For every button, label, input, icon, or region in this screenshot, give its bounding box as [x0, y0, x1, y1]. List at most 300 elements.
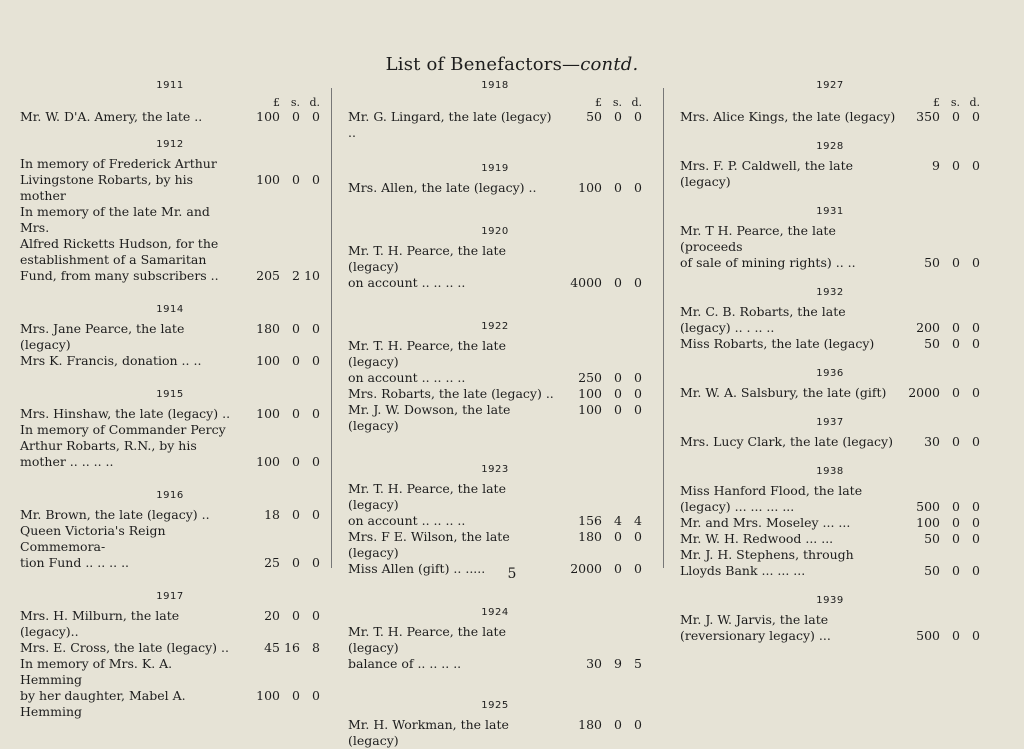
benefactor-description: on account .. .. .. ..	[348, 370, 466, 385]
year-heading: 1927	[816, 80, 844, 91]
amount-pounds: 500	[916, 628, 940, 643]
amount-pounds: 156	[578, 513, 602, 528]
amount-shillings: 0	[952, 563, 960, 578]
benefactor-description: (reversionary legacy) ...	[680, 628, 831, 643]
benefactor-description: Mrs. F. P. Caldwell, the late (legacy)	[680, 158, 854, 189]
amount-shillings	[280, 422, 300, 438]
amount-pounds	[240, 252, 280, 268]
amount-shillings: 0	[952, 385, 960, 400]
amount-pence: 10	[304, 268, 320, 283]
benefactor-entry-line	[348, 529, 642, 561]
benefactor-description: Queen Victoria's Reign Commemora-	[20, 523, 166, 554]
amount-pence	[622, 481, 642, 513]
benefactor-entry-line	[680, 223, 980, 255]
amount-shillings: 0	[614, 529, 622, 544]
amount-pence: 5	[634, 656, 642, 671]
amount-pence: 0	[312, 555, 320, 570]
year-heading: 1938	[816, 466, 844, 477]
amount-pounds: 100	[256, 353, 280, 368]
benefactor-description: Mrs. Robarts, the late (legacy) ..	[348, 386, 554, 401]
benefactor-description: Mr. J. H. Stephens, through	[680, 547, 854, 562]
benefactor-entry-line	[20, 236, 320, 252]
benefactor-entry-line	[20, 252, 320, 268]
benefactor-description: Mrs. H. Milburn, the late (legacy)..	[20, 608, 180, 639]
benefactor-entry-line	[348, 717, 642, 749]
amount-shillings	[280, 656, 300, 688]
amount-pence: 0	[312, 507, 320, 522]
year-heading: 1918	[481, 80, 509, 91]
amount-pounds	[900, 304, 940, 320]
benefactor-entry-line	[680, 158, 980, 190]
benefactor-description: In memory of Mrs. K. A. Hemming	[20, 656, 173, 687]
benefactor-entry-line	[20, 172, 320, 204]
year-heading: 1922	[481, 321, 509, 332]
amount-pounds: 2000	[908, 385, 940, 400]
benefactor-entry-line	[348, 624, 642, 656]
amount-pence	[300, 204, 320, 236]
benefactors-column-1	[20, 78, 320, 720]
amount-shillings	[602, 243, 622, 275]
benefactor-entry-line	[680, 336, 980, 352]
benefactor-entry-line	[348, 275, 642, 291]
currency-spacer	[348, 97, 562, 109]
amount-pounds: 100	[256, 172, 280, 187]
amount-pounds: 100	[256, 406, 280, 421]
amount-pounds: 205	[256, 268, 280, 283]
amount-shillings: 0	[292, 109, 300, 124]
year-heading: 1923	[481, 464, 509, 475]
benefactor-entry-line	[348, 370, 642, 386]
title-contd: contd.	[580, 54, 639, 75]
amount-shillings: 0	[952, 515, 960, 530]
amount-pounds	[240, 656, 280, 688]
page-title	[0, 54, 1024, 75]
column-divider-left	[331, 88, 332, 568]
amount-pence: 0	[972, 158, 980, 173]
amount-shillings: 0	[952, 434, 960, 449]
amount-shillings	[602, 624, 622, 656]
amount-pence	[622, 624, 642, 656]
amount-pence: 0	[312, 688, 320, 703]
amount-pounds: 100	[256, 688, 280, 703]
year-heading: 1931	[816, 206, 844, 217]
benefactor-description: (legacy) ... ... ... ...	[680, 499, 795, 514]
benefactor-description: on account .. .. .. ..	[348, 513, 466, 528]
benefactor-description: Mr. T. H. Pearce, the late (legacy)	[348, 338, 506, 369]
pence-label: d.	[969, 96, 980, 109]
benefactor-description: of sale of mining rights) .. ..	[680, 255, 856, 270]
benefactor-description: Mrs. Hinshaw, the late (legacy) ..	[20, 406, 231, 421]
year-heading: 1919	[481, 163, 509, 174]
benefactor-description: Mr. J. W. Jarvis, the late	[680, 612, 829, 627]
benefactor-description: Mr. C. B. Robarts, the late	[680, 304, 846, 319]
benefactor-entry-line	[20, 204, 320, 236]
amount-pounds	[240, 523, 280, 555]
benefactor-description: (legacy) .. . .. ..	[680, 320, 775, 335]
benefactor-description: Mr. W. D'A. Amery, the late ..	[20, 109, 203, 124]
amount-shillings	[280, 523, 300, 555]
amount-pence: 0	[972, 515, 980, 530]
amount-pence: 0	[634, 386, 642, 401]
amount-pence: 0	[312, 406, 320, 421]
amount-pence: 0	[312, 109, 320, 124]
amount-shillings: 0	[952, 531, 960, 546]
amount-shillings: 0	[614, 386, 622, 401]
pence-label: d.	[309, 96, 320, 109]
amount-pounds	[562, 481, 602, 513]
amount-shillings: 0	[292, 608, 300, 623]
benefactor-entry-line	[20, 640, 320, 656]
amount-pence: 4	[634, 513, 642, 528]
amount-pence	[300, 252, 320, 268]
amount-shillings: 0	[292, 321, 300, 336]
year-heading: 1914	[156, 304, 184, 315]
benefactor-description: Mrs. Jane Pearce, the late (legacy)	[20, 321, 185, 352]
benefactor-entry-line	[348, 243, 642, 275]
benefactor-description: Mr. Brown, the late (legacy) ..	[20, 507, 210, 522]
benefactor-entry-line	[680, 434, 980, 450]
currency-spacer	[680, 97, 900, 109]
amount-shillings	[280, 438, 300, 454]
benefactors-column-2	[348, 78, 642, 749]
amount-pounds	[240, 236, 280, 252]
amount-pounds: 250	[578, 370, 602, 385]
amount-pounds: 100	[578, 402, 602, 417]
year-heading: 1911	[156, 80, 184, 91]
amount-shillings: 0	[292, 555, 300, 570]
amount-pounds: 180	[578, 717, 602, 732]
amount-pounds: 20	[264, 608, 280, 623]
benefactor-description: Miss Robarts, the late (legacy)	[680, 336, 875, 351]
benefactor-description: Mrs. Lucy Clark, the late (legacy)	[680, 434, 893, 449]
benefactor-entry-line	[680, 320, 980, 336]
benefactor-description: Mr. H. Workman, the late (legacy)	[348, 717, 509, 748]
amount-shillings: 0	[614, 109, 622, 124]
amount-pence	[300, 523, 320, 555]
amount-pence	[960, 483, 980, 499]
amount-pence	[622, 243, 642, 275]
amount-pence: 0	[634, 180, 642, 195]
currency-header	[20, 97, 320, 109]
benefactor-description: Miss Hanford Flood, the late	[680, 483, 863, 498]
benefactor-entry-line	[680, 483, 980, 499]
benefactor-entry-line	[20, 438, 320, 454]
amount-pounds	[900, 612, 940, 628]
benefactor-description: balance of .. .. .. ..	[348, 656, 462, 671]
amount-pounds: 30	[586, 656, 602, 671]
benefactor-description: on account .. .. .. ..	[348, 275, 466, 290]
benefactor-description: In memory of the late Mr. and Mrs.	[20, 204, 210, 235]
amount-pence: 0	[972, 628, 980, 643]
benefactor-description: Mr. T H. Pearce, the late (proceeds	[680, 223, 836, 254]
amount-shillings	[940, 547, 960, 563]
year-heading: 1917	[156, 591, 184, 602]
amount-pounds	[562, 338, 602, 370]
benefactor-entry-line	[680, 304, 980, 320]
year-heading: 1937	[816, 417, 844, 428]
benefactor-entry-line	[680, 515, 980, 531]
benefactor-description: Mrs K. Francis, donation .. ..	[20, 353, 202, 368]
amount-pounds	[240, 438, 280, 454]
year-heading: 1920	[481, 226, 509, 237]
amount-shillings: 0	[614, 717, 622, 732]
amount-pounds: 9	[932, 158, 940, 173]
benefactor-description: Mrs. Alice Kings, the late (legacy)	[680, 109, 896, 124]
amount-pence: 0	[972, 385, 980, 400]
pounds-label: £	[273, 96, 280, 109]
amount-pence	[300, 438, 320, 454]
pounds-label: £	[595, 96, 602, 109]
benefactor-entry-line	[20, 268, 320, 284]
amount-shillings	[280, 252, 300, 268]
year-heading: 1912	[156, 139, 184, 150]
benefactor-entry-line	[20, 688, 320, 720]
benefactor-entry-line	[20, 321, 320, 353]
benefactor-description: Lloyds Bank ... ... ...	[680, 563, 806, 578]
amount-pounds: 180	[256, 321, 280, 336]
column-divider-right	[663, 88, 664, 568]
benefactor-description: Mrs. F E. Wilson, the late (legacy)	[348, 529, 510, 560]
amount-pounds: 200	[916, 320, 940, 335]
currency-spacer	[20, 97, 240, 109]
amount-shillings	[280, 236, 300, 252]
amount-pounds: 50	[924, 255, 940, 270]
amount-shillings: 0	[292, 507, 300, 522]
year-heading: 1932	[816, 287, 844, 298]
amount-shillings: 0	[614, 402, 622, 417]
amount-shillings: 0	[614, 180, 622, 195]
amount-pounds: 180	[578, 529, 602, 544]
amount-pounds	[240, 204, 280, 236]
amount-shillings: 16	[284, 640, 300, 655]
benefactor-entry-line	[348, 513, 642, 529]
year-heading: 1915	[156, 389, 184, 400]
pounds-label: £	[933, 96, 940, 109]
amount-shillings: 0	[952, 499, 960, 514]
amount-pence	[300, 656, 320, 688]
amount-shillings: 0	[952, 109, 960, 124]
benefactor-entry-line	[348, 338, 642, 370]
amount-pence	[622, 338, 642, 370]
amount-pence: 0	[634, 529, 642, 544]
benefactor-entry-line	[348, 109, 642, 141]
benefactor-description: Mr. J. W. Dowson, the late (legacy)	[348, 402, 511, 433]
benefactor-description: Mr. and Mrs. Moseley ... ...	[680, 515, 851, 530]
benefactor-entry-line	[348, 386, 642, 402]
amount-pounds: 30	[924, 434, 940, 449]
benefactors-column-3	[680, 78, 980, 644]
year-heading: 1936	[816, 368, 844, 379]
benefactor-description: Mr. W. H. Redwood ... ...	[680, 531, 834, 546]
shillings-label: s.	[612, 96, 622, 109]
amount-shillings: 0	[952, 158, 960, 173]
amount-shillings: 0	[292, 353, 300, 368]
benefactor-description: Mr. T. H. Pearce, the late (legacy)	[348, 481, 506, 512]
benefactor-entry-line	[20, 109, 320, 125]
benefactor-entry-line	[20, 523, 320, 555]
amount-pence: 0	[634, 275, 642, 290]
benefactor-description: Mr. T. H. Pearce, the late (legacy)	[348, 624, 506, 655]
benefactor-description: In memory of Frederick Arthur	[20, 156, 217, 171]
benefactor-description: Mr. W. A. Salsbury, the late (gift)	[680, 385, 887, 400]
benefactor-description: Mrs. Allen, the late (legacy) ..	[348, 180, 537, 195]
amount-pounds: 350	[916, 109, 940, 124]
amount-pounds: 100	[578, 386, 602, 401]
amount-shillings: 0	[614, 561, 622, 576]
amount-pence: 0	[972, 563, 980, 578]
amount-pounds: 100	[256, 109, 280, 124]
amount-pence: 0	[634, 561, 642, 576]
amount-pence: 8	[312, 640, 320, 655]
amount-shillings: 0	[614, 275, 622, 290]
amount-shillings	[280, 156, 300, 172]
amount-pounds	[900, 547, 940, 563]
benefactor-entry-line	[348, 656, 642, 672]
amount-pounds: 50	[924, 531, 940, 546]
amount-pence: 0	[312, 172, 320, 187]
shillings-label: s.	[950, 96, 960, 109]
amount-pounds: 100	[256, 454, 280, 469]
benefactor-entry-line	[20, 656, 320, 688]
benefactor-entry-line	[680, 531, 980, 547]
amount-shillings: 2	[292, 268, 300, 283]
amount-pence: 0	[972, 531, 980, 546]
amount-pounds: 100	[916, 515, 940, 530]
amount-shillings: 0	[292, 406, 300, 421]
amount-shillings: 4	[614, 513, 622, 528]
year-heading: 1916	[156, 490, 184, 501]
benefactor-entry-line	[680, 612, 980, 628]
amount-pence	[960, 547, 980, 563]
amount-pence	[960, 612, 980, 628]
amount-pence: 0	[634, 109, 642, 124]
amount-pounds: 50	[924, 336, 940, 351]
amount-shillings: 0	[952, 320, 960, 335]
year-heading: 1928	[816, 141, 844, 152]
year-heading: 1925	[481, 700, 509, 711]
amount-shillings: 0	[292, 688, 300, 703]
year-heading: 1939	[816, 595, 844, 606]
amount-pounds: 50	[586, 109, 602, 124]
amount-pence: 0	[972, 255, 980, 270]
benefactor-entry-line	[20, 608, 320, 640]
amount-pounds: 25	[264, 555, 280, 570]
benefactor-description: Alfred Ricketts Hudson, for the	[20, 236, 219, 251]
amount-pounds	[240, 422, 280, 438]
benefactor-description: In memory of Commander Percy	[20, 422, 226, 437]
currency-header	[680, 97, 980, 109]
amount-shillings: 0	[952, 336, 960, 351]
amount-pence	[300, 236, 320, 252]
benefactor-entry-line	[20, 454, 320, 470]
amount-shillings: 0	[614, 370, 622, 385]
amount-pence: 0	[972, 109, 980, 124]
benefactor-description: establishment of a Samaritan	[20, 252, 207, 267]
amount-pounds	[562, 624, 602, 656]
amount-pence: 0	[312, 608, 320, 623]
amount-pounds: 45	[264, 640, 280, 655]
benefactor-entry-line	[680, 628, 980, 644]
amount-pounds: 50	[924, 563, 940, 578]
amount-pence: 0	[972, 320, 980, 335]
amount-pence: 0	[634, 370, 642, 385]
benefactor-description: mother .. .. .. ..	[20, 454, 114, 469]
amount-shillings: 9	[614, 656, 622, 671]
amount-shillings: 0	[952, 628, 960, 643]
amount-shillings	[940, 612, 960, 628]
amount-pence	[960, 223, 980, 255]
amount-pence: 0	[312, 353, 320, 368]
benefactor-entry-line	[680, 109, 980, 125]
benefactor-entry-line	[20, 353, 320, 369]
amount-pence	[300, 156, 320, 172]
amount-shillings: 0	[952, 255, 960, 270]
benefactor-entry-line	[348, 481, 642, 513]
amount-pounds	[240, 156, 280, 172]
title-main: List of Benefactors—	[385, 54, 581, 75]
benefactor-entry-line	[680, 499, 980, 515]
amount-pounds: 500	[916, 499, 940, 514]
pence-label: d.	[631, 96, 642, 109]
benefactor-description: tion Fund .. .. .. ..	[20, 555, 130, 570]
benefactor-entry-line	[20, 422, 320, 438]
benefactor-description: Livingstone Robarts, by his mother	[20, 172, 194, 203]
year-heading: 1924	[481, 607, 509, 618]
currency-header	[348, 97, 642, 109]
page-number: 5	[507, 566, 517, 582]
benefactor-entry-line	[680, 255, 980, 271]
benefactor-entry-line	[680, 385, 980, 401]
benefactor-description: by her daughter, Mabel A. Hemming	[20, 688, 186, 719]
amount-shillings: 0	[292, 172, 300, 187]
amount-shillings: 0	[292, 454, 300, 469]
amount-pounds	[900, 483, 940, 499]
amount-shillings	[940, 304, 960, 320]
benefactor-entry-line	[20, 406, 320, 422]
benefactor-entry-line	[348, 180, 642, 196]
amount-shillings	[280, 204, 300, 236]
amount-pence: 0	[972, 434, 980, 449]
amount-pence	[960, 304, 980, 320]
benefactor-entry-line	[680, 547, 980, 563]
amount-pence: 0	[312, 321, 320, 336]
amount-pounds: 18	[264, 507, 280, 522]
benefactor-entry-line	[348, 402, 642, 434]
shillings-label: s.	[290, 96, 300, 109]
amount-pounds	[562, 243, 602, 275]
amount-pence: 0	[972, 336, 980, 351]
amount-pence	[300, 422, 320, 438]
amount-pounds: 4000	[570, 275, 602, 290]
benefactor-description: Mr. G. Lingard, the late (legacy) ..	[348, 109, 552, 140]
benefactor-entry-line	[20, 507, 320, 523]
amount-pence: 0	[972, 499, 980, 514]
amount-pence: 0	[634, 717, 642, 732]
amount-shillings	[940, 223, 960, 255]
benefactor-description: Arthur Robarts, R.N., by his	[20, 438, 197, 453]
amount-shillings	[602, 481, 622, 513]
amount-pounds: 2000	[570, 561, 602, 576]
amount-pence: 0	[634, 402, 642, 417]
benefactor-description: Miss Allen (gift) .. .....	[348, 561, 486, 576]
amount-pence: 0	[312, 454, 320, 469]
amount-shillings	[940, 483, 960, 499]
benefactor-description: Mrs. E. Cross, the late (legacy) ..	[20, 640, 229, 655]
amount-pounds: 100	[578, 180, 602, 195]
amount-pounds	[900, 223, 940, 255]
amount-shillings	[602, 338, 622, 370]
benefactor-description: Fund, from many subscribers ..	[20, 268, 219, 283]
